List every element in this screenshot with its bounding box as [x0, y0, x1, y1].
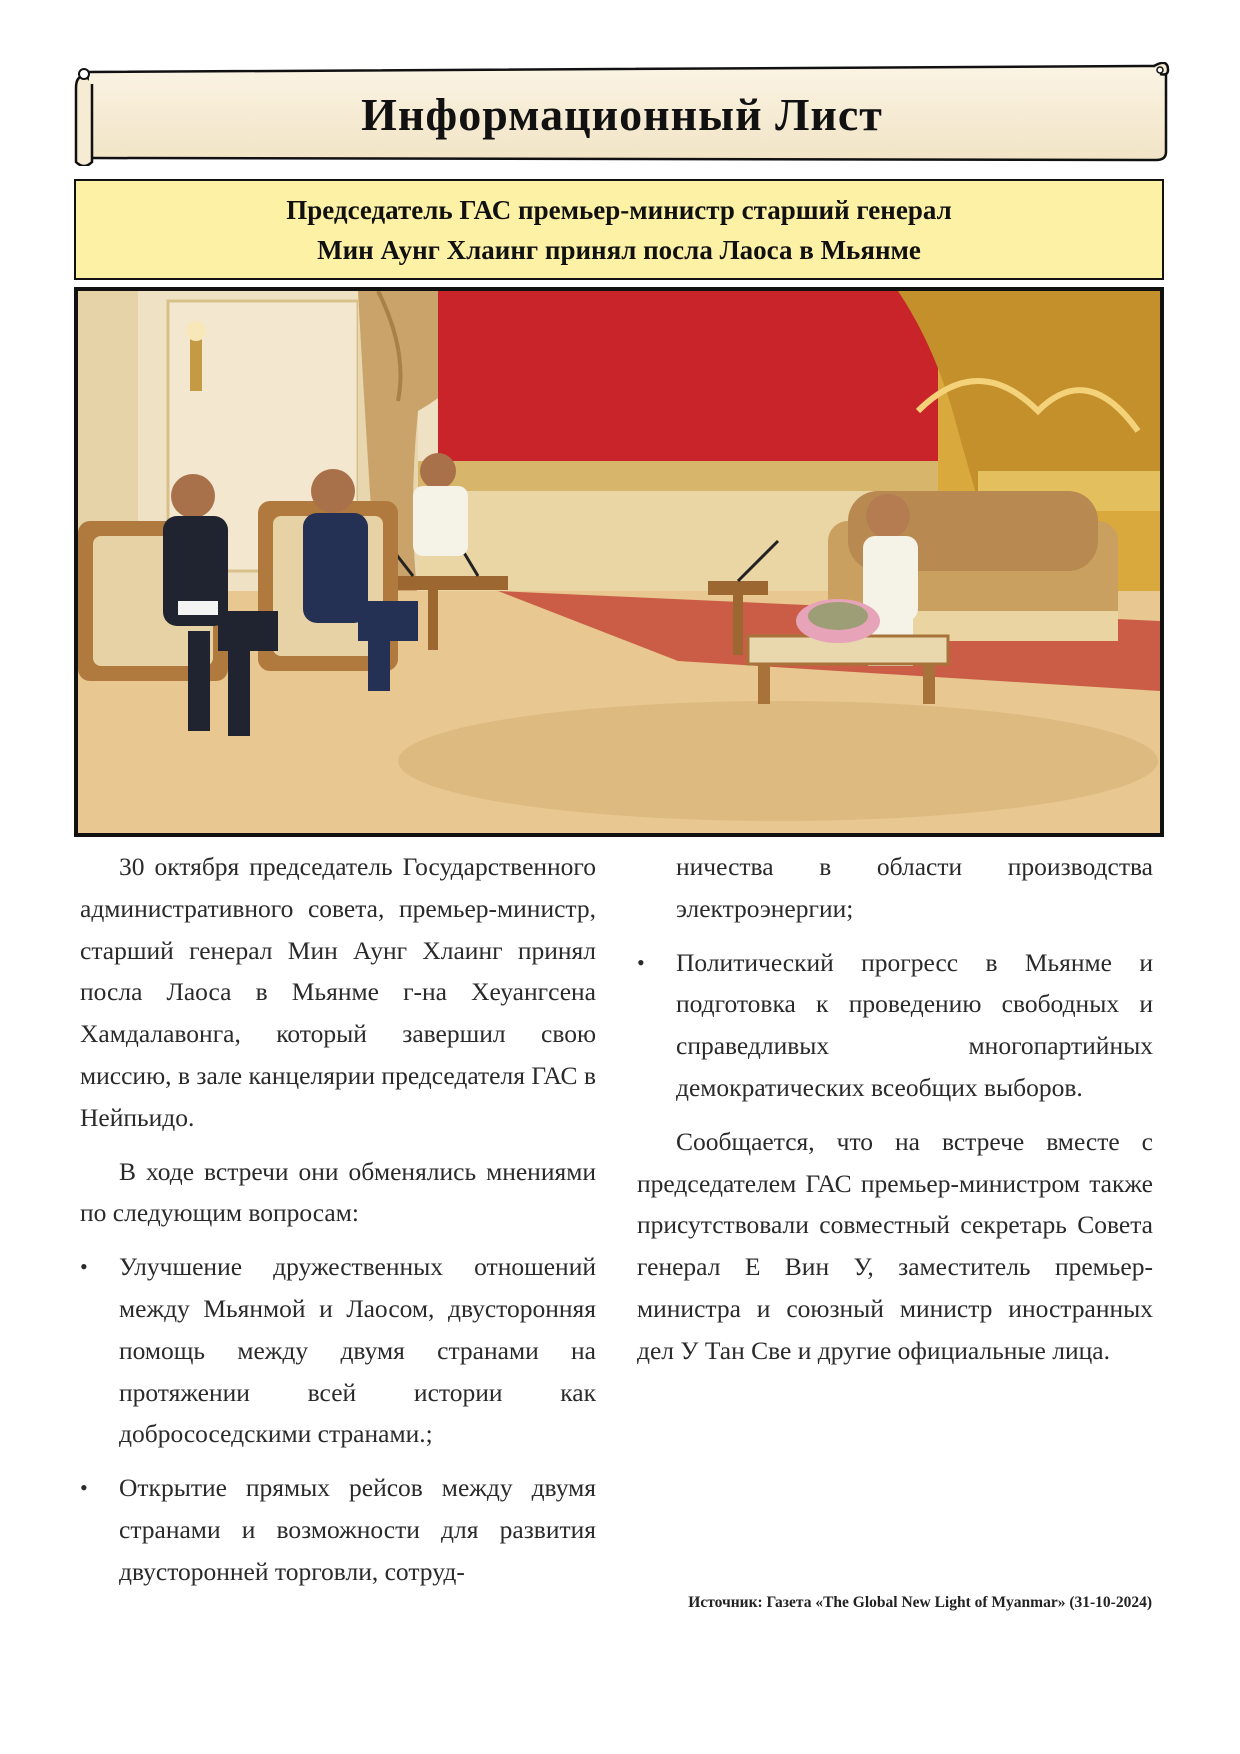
- bullet-icon: •: [637, 949, 645, 975]
- page-title: Информационный Лист: [361, 88, 883, 140]
- topics-list-continued: [637, 942, 1153, 1109]
- paragraph-attendees: Сообщается, что на встрече вместе с председателем ГАС премьер-министром также присутствовали совместный секретарь Совета генерал Е Вин У, заместитель премьер-министра и союзный министр иностранных дел У Тан Све и другие официальные лица.: [637, 1126, 1153, 1365]
- headline-line-1: Председатель ГАС премьер-министр старший генерал: [286, 194, 952, 225]
- bullet-text-2-continued: ничества в области производства электроэнергии;: [676, 852, 1153, 923]
- headline-box: [74, 179, 1164, 280]
- topics-list: [80, 1246, 596, 1592]
- headline-line-2: Мин Аунг Хлаинг принял посла Лаоса в Мьянме: [317, 234, 921, 265]
- list-item: [80, 1246, 596, 1455]
- paragraph-topics: В ходе встречи они обменялись мнениями по следующим вопросам:: [80, 1156, 596, 1228]
- body-column-left: [80, 846, 596, 1605]
- banner-scroll: [74, 62, 1170, 166]
- bullet-icon: •: [80, 1475, 88, 1501]
- paragraph-intro: 30 октября председатель Государственного административного совета, премьер-министр, старший генерал Мин Аунг Хлаинг принял посла Лаоса в Мьянме г-на Хеуангсена Хамдалавонга, который завершил свою миссию, в зале канцелярии председателя ГАС в Нейпьидо.: [80, 852, 596, 1132]
- bullet-text-3: Политический прогресс в Мьянме и подготовка к проведению свободных и справедливых многопартийных демократических всеобщих выборов.: [676, 947, 1153, 1102]
- body-column-right: [637, 846, 1153, 1384]
- list-item: [637, 942, 1153, 1109]
- list-item: [80, 1467, 596, 1592]
- source-citation: Источник: Газета «The Global New Light of Myanmar» (31-10-2024): [688, 1594, 1152, 1611]
- meeting-photo: [74, 287, 1164, 837]
- bullet-text-2: Открытие прямых рейсов между двумя странами и возможности для развития двусторонней торговли, сотруд-: [119, 1473, 596, 1586]
- bullet-icon: •: [80, 1254, 88, 1280]
- meeting-photo-illustration: [78, 291, 1160, 833]
- bullet-text-1: Улучшение дружественных отношений между Мьянмой и Лаосом, двусторонняя помощь между двумя странами на протяжении всей истории как добрососедскими странами.;: [119, 1252, 596, 1449]
